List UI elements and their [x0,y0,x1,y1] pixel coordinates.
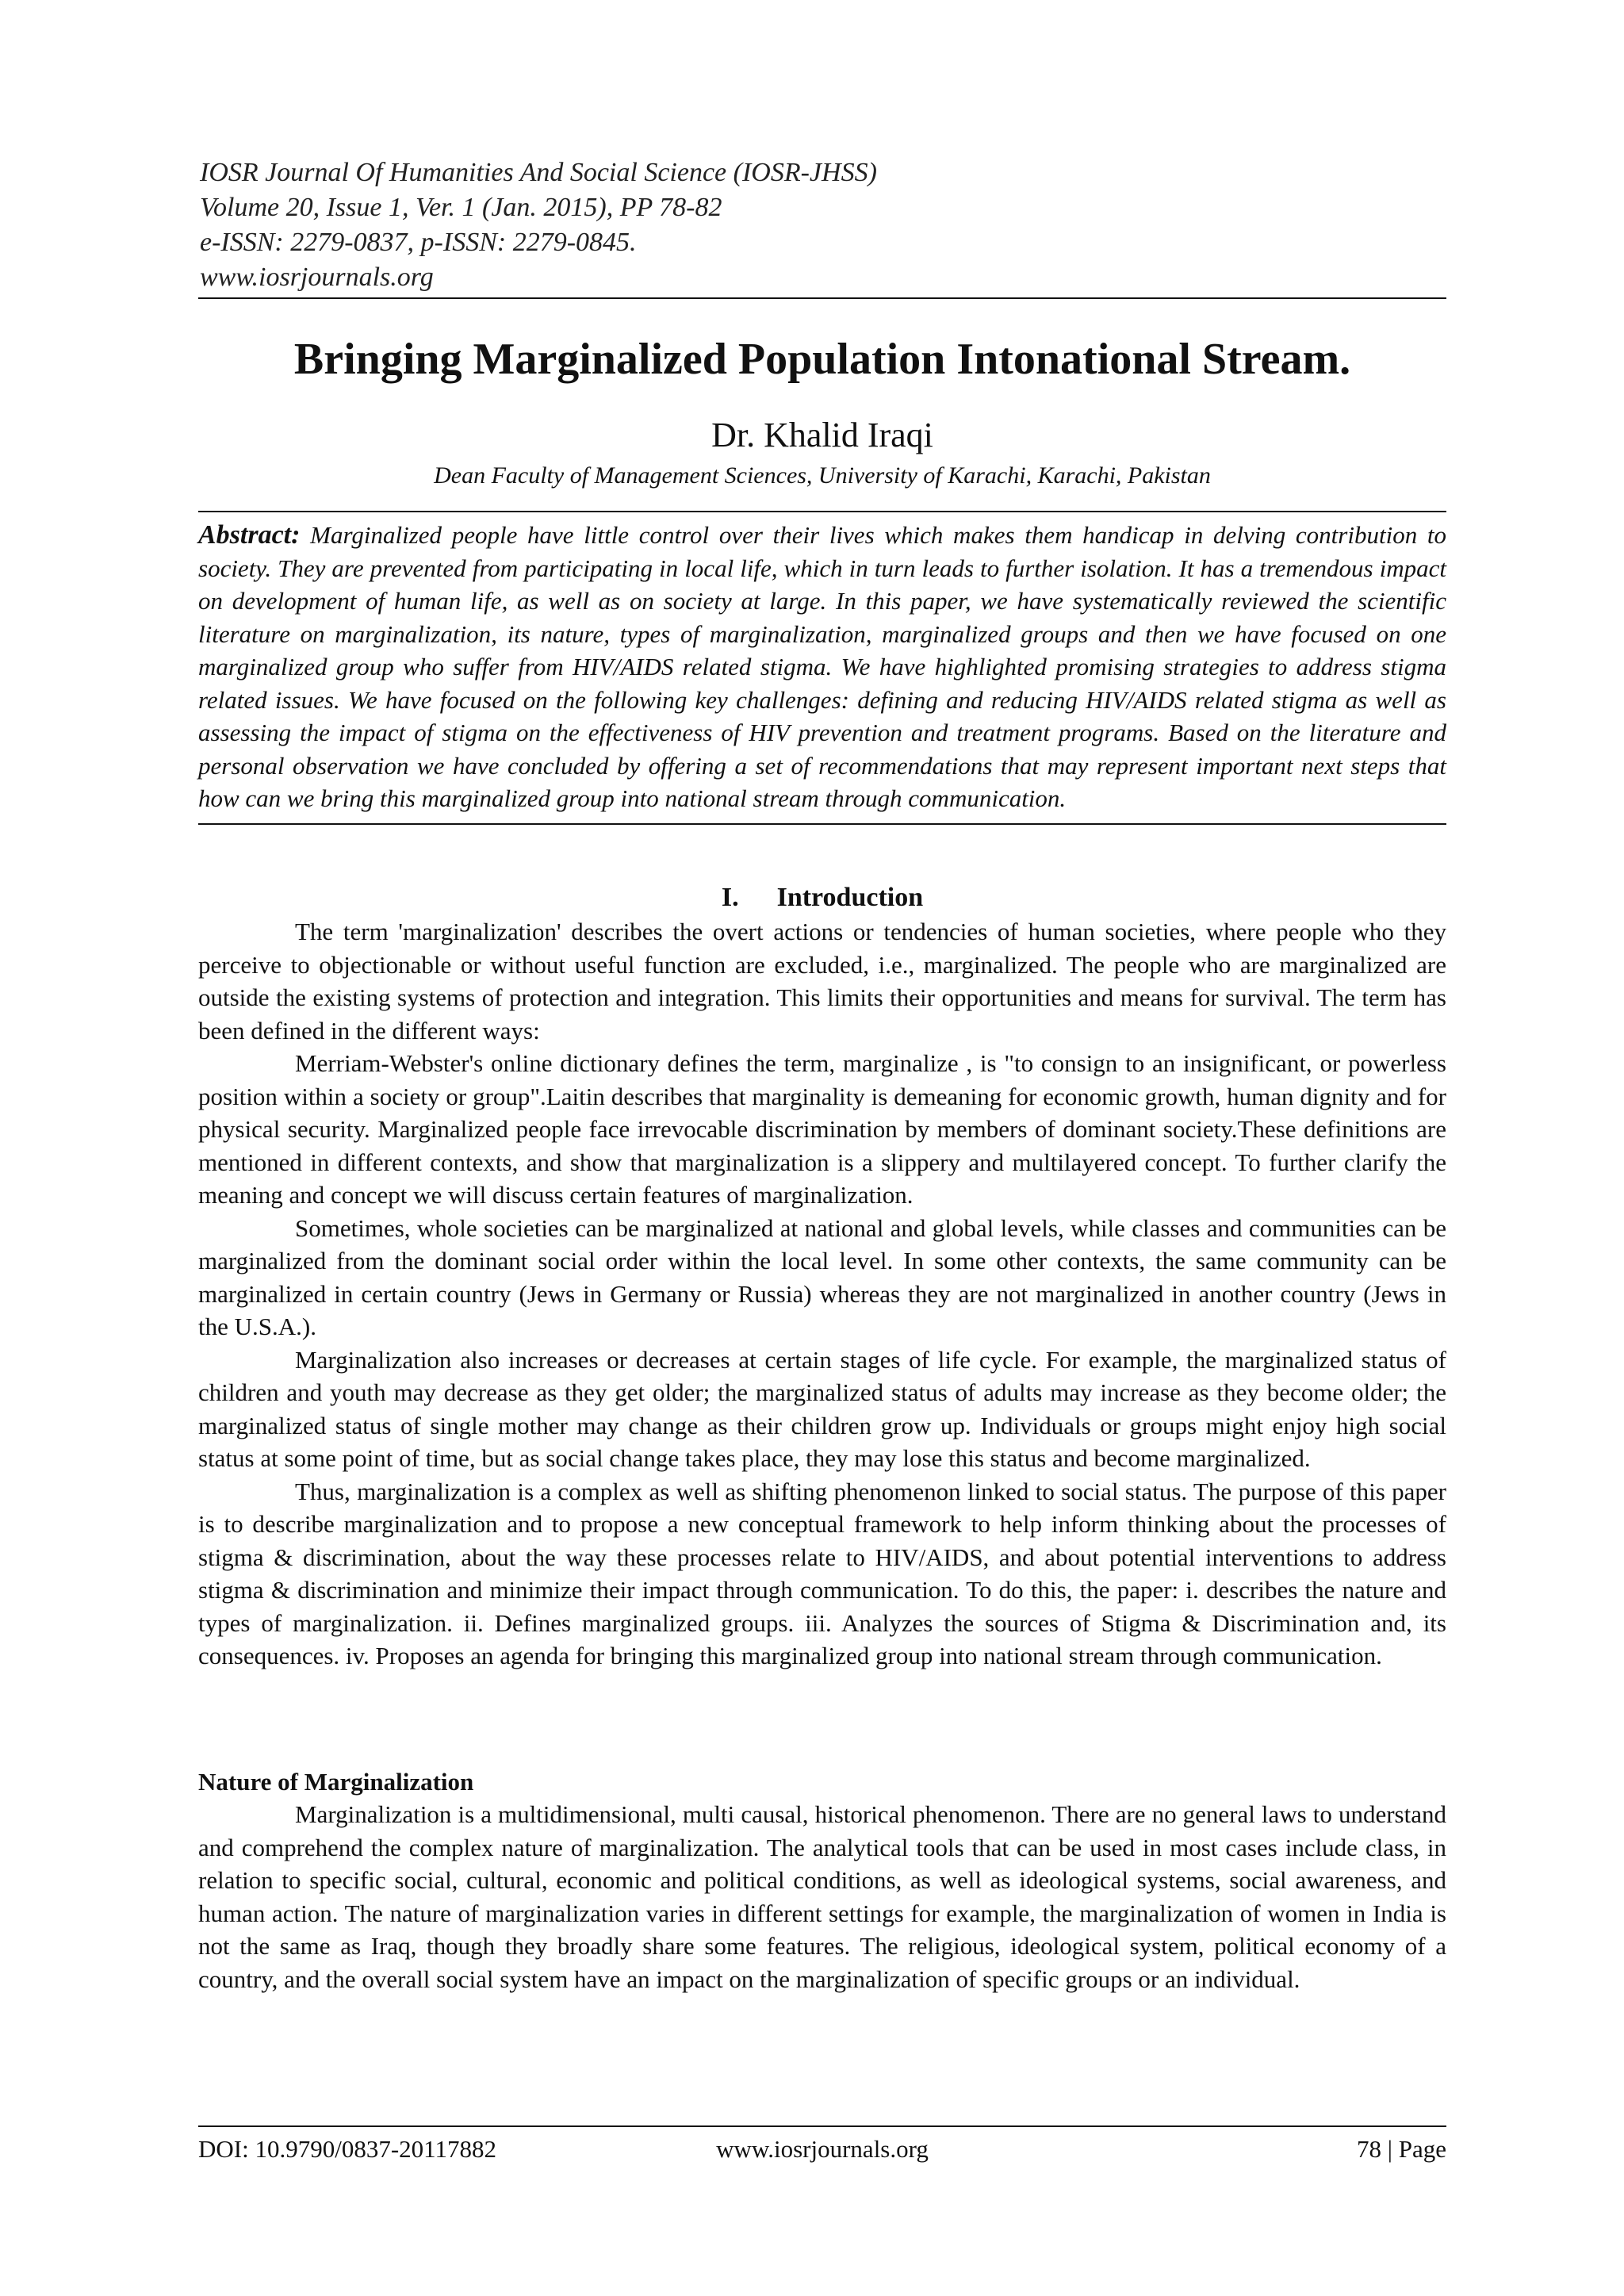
author-affiliation: Dean Faculty of Management Sciences, University of Karachi, Karachi, Pakistan [434,462,1211,489]
footer-page-number: 78 | Page [1357,2135,1446,2163]
journal-issn: e-ISSN: 2279-0837, p-ISSN: 2279-0845. [200,228,637,257]
section-title: Introduction [776,883,924,912]
footer-doi: DOI: 10.9790/0837-20117882 [198,2135,496,2163]
journal-website: www.iosrjournals.org [200,263,434,292]
intro-paragraph: Merriam-Webster's online dictionary defines the term, marginalize , is "to consign to an insignificant, or powerless position within a society or group".Laitin describes that marginality is demeaning for economic growth, human dignity and for physical security. Marginalized people face irrevocable discrimination by members of dominant society.These definitions are mentioned in different contexts, and show that marginalization is a slippery and multilayered concept. To further clarify the meaning and concept we will discuss certain features of marginalization. [198,1049,1446,1209]
abstract-top-divider [198,511,1446,512]
intro-paragraph: The term 'marginalization' describes the overt actions or tendencies of human societies, where people who they perceive to objectionable or without useful function are excluded, i.e., marginalized. The people who are marginalized are outside the existing systems of protection and integration. This limits their opportunities and means for survival. The term has been defined in the different ways: [198,918,1446,1045]
introduction-body [198,915,1446,1673]
section-heading-introduction [198,880,1446,915]
nature-paragraph: Marginalization is a multidimensional, multi causal, historical phenomenon. There are no general laws to understand and comprehend the complex nature of marginalization. The analytical tools that can be used in most cases include class, in relation to specific social, cultural, economic and political conditions, as well as ideological systems, social awareness, and human action. The nature of marginalization varies in different settings for example, the marginalization of women in India is not the same as Iraq, though they broadly share some features. The religious, ideological system, political economy of a country, and the overall social system have an impact on the marginalization of specific groups or an individual. [198,1800,1446,1993]
intro-paragraph: Sometimes, whole societies can be marginalized at national and global levels, while classes and communities can be marginalized from the dominant social order within the local level. In some other contexts, the same community can be marginalized in certain country (Jews in Germany or Russia) whereas they are not marginalized in another country (Jews in the U.S.A.). [198,1213,1446,1340]
journal-volume: Volume 20, Issue 1, Ver. 1 (Jan. 2015), PP 78-82 [200,193,722,222]
abstract [198,519,1446,825]
author-name: Dr. Khalid Iraqi [711,416,933,454]
journal-header [200,155,1446,295]
journal-name: IOSR Journal Of Humanities And Social Science (IOSR-JHSS) [200,158,877,187]
abstract-label: Abstract: [198,520,301,550]
paper-title: Bringing Marginalized Population Intonational Stream. [293,335,1351,384]
header-divider [198,297,1446,299]
intro-paragraph: Marginalization also increases or decreases at certain stages of life cycle. For example, the marginalized status of children and youth may decrease as they get older; the marginalized status of adults may increase as they become older; the marginalized status of single mother may change as their children grow up. Individuals or groups might enjoy high social status at some point of time, but as social change takes place, they may lose this status and become marginalized. [198,1345,1446,1472]
footer-website: www.iosrjournals.org [716,2135,929,2163]
intro-paragraph: Thus, marginalization is a complex as well as shifting phenomenon linked to social status. The purpose of this paper is to describe marginalization and to propose a new conceptual framework to help inform thinking about the processes of stigma & discrimination, about the way these processes relate to HIV/AIDS, and about potential interventions to address stigma & discrimination and minimize their impact through communication. To do this, the paper: i. describes the nature and types of marginalization. ii. Defines marginalized groups. iii. Analyzes the sources of Stigma & Discrimination and, its consequences. iv. Proposes an agenda for bringing this marginalized group into national stream through communication. [198,1477,1446,1669]
nature-body [198,1798,1446,1995]
subheading-nature: Nature of Marginalization [198,1768,474,1796]
section-number: I. [721,883,739,912]
abstract-text: Marginalized people have little control over their lives which makes them handicap in delving contribution to society. They are prevented from participating in local life, which in turn leads to further isolation. It has a tremendous impact on development of human life, as well as on society at large. In this paper, we have systematically reviewed the scientific literature on marginalization, its nature, types of marginalization, marginalized groups and then we have focused on one marginalized group who suffer from HIV/AIDS related stigma. We have highlighted promising strategies to address stigma related issues. We have focused on the following key challenges: defining and reducing HIV/AIDS related stigma as well as assessing the impact of stigma on the effectiveness of HIV prevention and treatment programs. Based on the literature and personal observation we have concluded by offering a set of recommendations that may represent important next steps that how can we bring this marginalized group into national stream through communication. [198,521,1446,812]
footer-divider [198,2125,1446,2127]
